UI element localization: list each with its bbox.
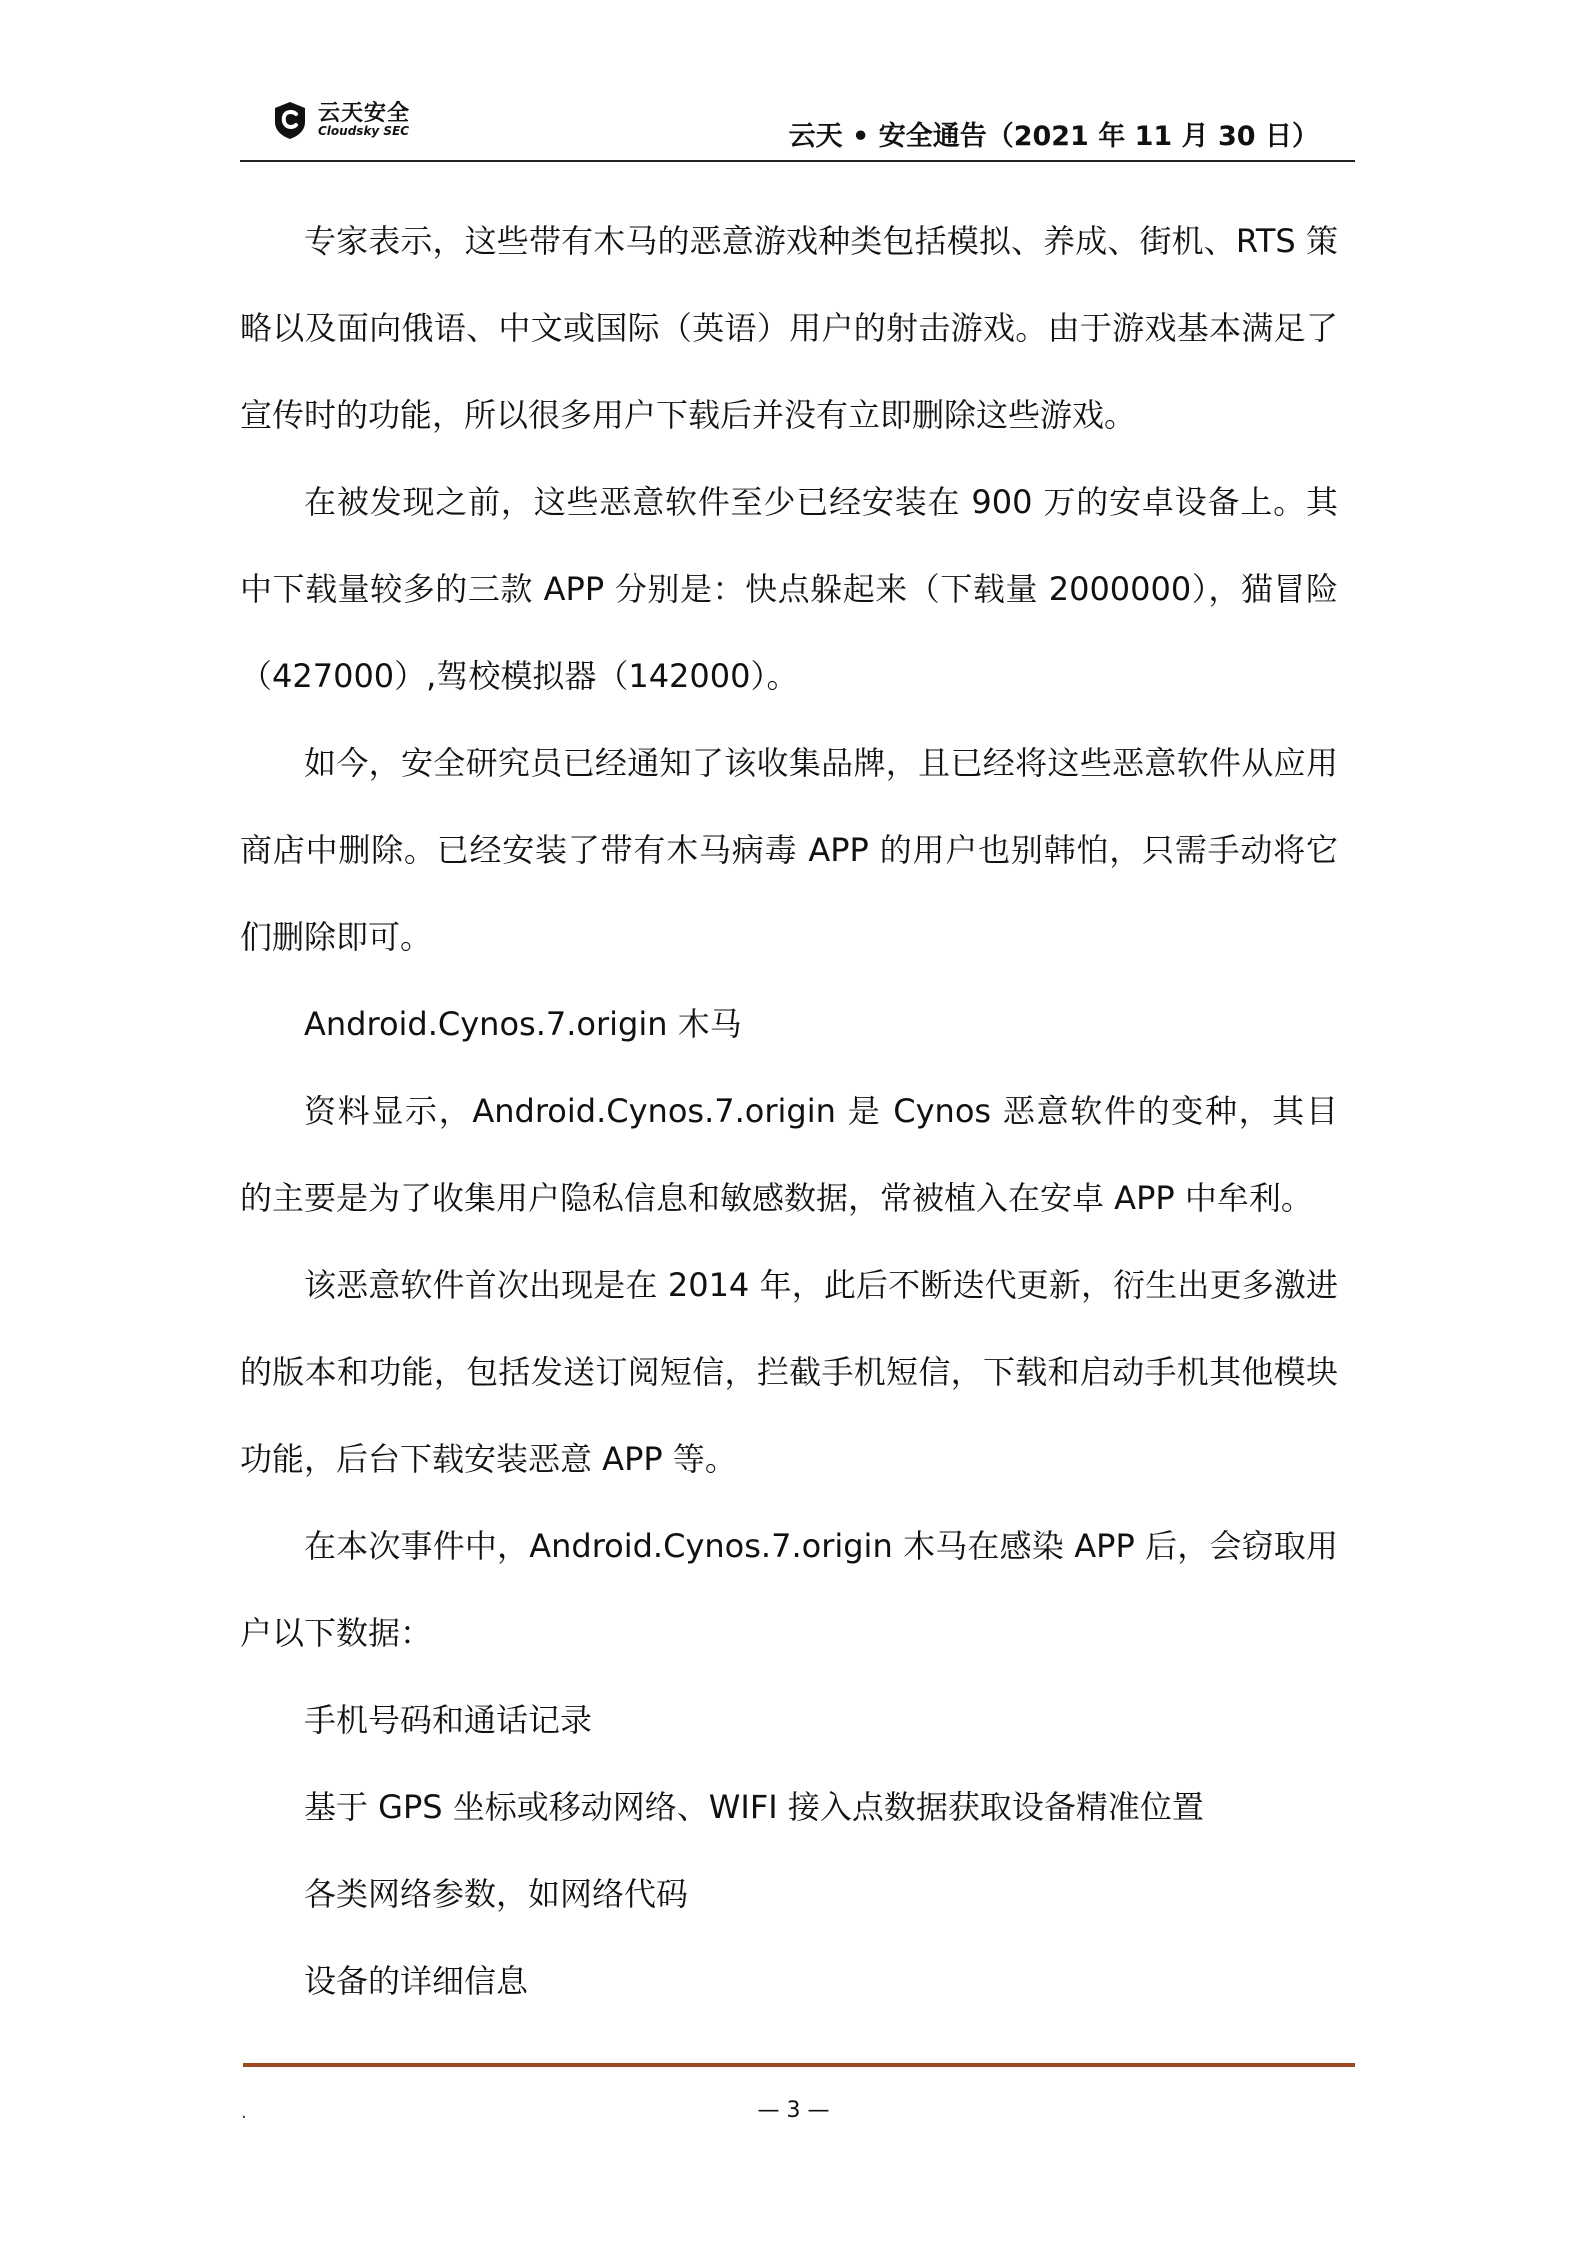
paragraph-install-count: 在被发现之前，这些恶意软件至少已经安装在 900 万的安卓设备上。其中下载量较多的三款 APP 分别是：快点躲起来（下载量 2000000），猫冒险（427000）,驾校模拟器（142000）。 xyxy=(240,483,1338,695)
list-item-network-params: 各类网络参数，如网络代码 xyxy=(304,1875,689,1913)
company-logo xyxy=(270,100,410,140)
body-text xyxy=(240,198,1338,2025)
paragraph-stolen-data-intro: 在本次事件中，Android.Cynos.7.origin 木马在感染 APP 后，会窃取用户以下数据： xyxy=(240,1527,1338,1652)
paragraph-trojan-description: 资料显示，Android.Cynos.7.origin 是 Cynos 恶意软件的变种，其目的主要是为了收集用户隐私信息和敏感数据，常被植入在安卓 APP 中牟利。 xyxy=(240,1092,1338,1217)
logo-english-name: Cloudsky SEC xyxy=(318,124,410,139)
footer-divider xyxy=(243,2063,1355,2067)
paragraph-trojan-history: 该恶意软件首次出现是在 2014 年，此后不断迭代更新，衍生出更多激进的版本和功能，包括发送订阅短信，拦截手机短信，下载和启动手机其他模块功能，后台下载安装恶意 APP 等。 xyxy=(240,1266,1338,1478)
section-heading-trojan: Android.Cynos.7.origin 木马 xyxy=(304,1005,742,1043)
paragraph-removal: 如今，安全研究员已经通知了该收集品牌，且已经将这些恶意软件从应用商店中删除。已经安装了带有木马病毒 APP 的用户也别韩怕，只需手动将它们删除即可。 xyxy=(240,744,1338,956)
cloudsky-logo-icon xyxy=(270,100,310,140)
list-item-phone-records: 手机号码和通话记录 xyxy=(304,1701,593,1739)
footer-mark: . xyxy=(241,2102,247,2123)
bulletin-title: 云天 • 安全通告（2021 年 11 月 30 日） xyxy=(788,121,1319,152)
page-number: — 3 — xyxy=(757,2098,830,2123)
logo-chinese-name: 云天安全 xyxy=(318,101,411,127)
header-divider xyxy=(240,160,1355,162)
list-item-location: 基于 GPS 坐标或移动网络、WIFI 接入点数据获取设备精准位置 xyxy=(304,1788,1204,1826)
list-item-device-info: 设备的详细信息 xyxy=(304,1962,529,2000)
paragraph-game-types: 专家表示，这些带有木马的恶意游戏种类包括模拟、养成、街机、RTS 策略以及面向俄语、中文或国际（英语）用户的射击游戏。由于游戏基本满足了宣传时的功能，所以很多用户下载后并没有立即删除这些游戏。 xyxy=(240,222,1338,434)
page-header xyxy=(240,92,1355,162)
